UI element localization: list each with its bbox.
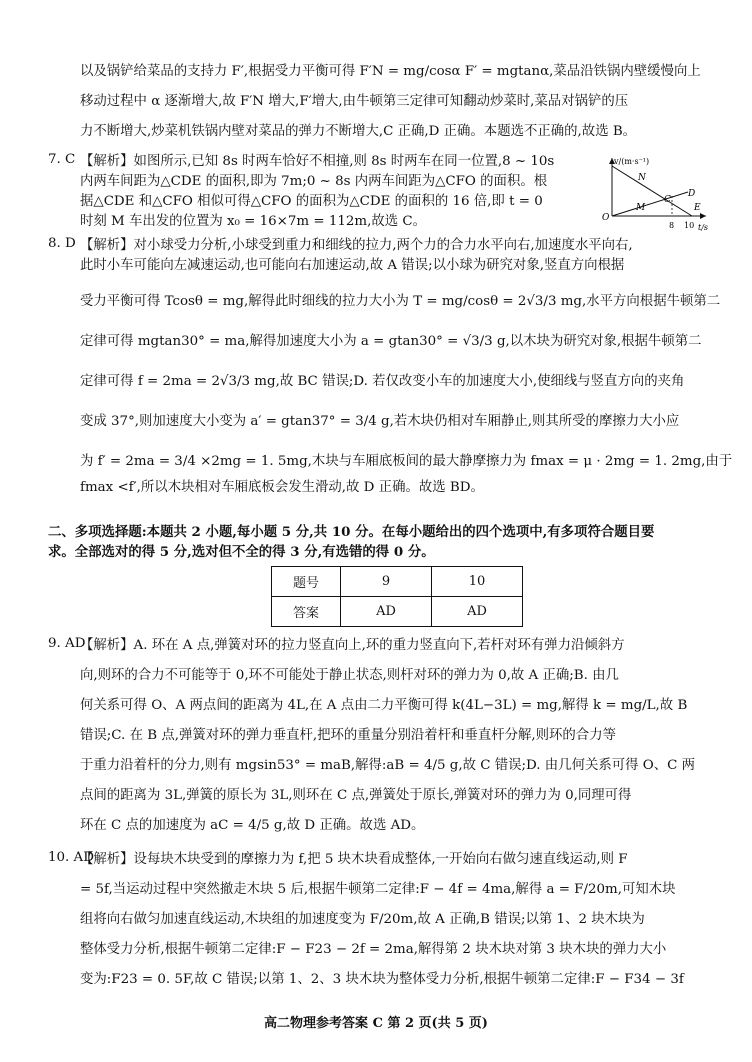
answer-9	[80, 636, 720, 836]
table-cell: 答案	[272, 597, 341, 627]
text-line: 点间的距离为 3L,弹簧的原长为 3L,则环在 C 点,弹簧处于原长,弹簧对环的弹力为 0,同理可得	[80, 788, 632, 803]
point-label-m: M	[636, 203, 646, 213]
text-line: 二、多项选择题:本题共 2 小题,每小题 5 分,共 10 分。在每小题给出的四个选项中,有多项符合题目要	[48, 524, 655, 540]
text-line: 【解析】设每块木块受到的摩擦力为 f,把 5 块木块看成整体,一开始向右做匀速直线运动,则 F	[80, 852, 628, 867]
page-footer: 高二物理参考答案 C 第 2 页(共 5 页)	[264, 1016, 488, 1031]
y-axis-label: v/(m·s⁻¹)	[614, 157, 650, 166]
text-line: 向,则环的合力不可能等于 0,环不可能处于静止状态,则杆对环的弹力为 0,故 A 正确;B. 由几	[80, 668, 619, 683]
line-m	[612, 192, 688, 216]
text-line: 【解析】对小球受力分析,小球受到重力和细线的拉力,两个力的合力水平向右,加速度水平向右,	[80, 238, 633, 253]
point-label-c: C	[664, 195, 671, 205]
table-cell: 10	[432, 567, 523, 597]
text-line: 【解析】如图所示,已知 8s 时两车恰好不相撞,则 8s 时两车在同一位置,8 ~ 10s	[80, 154, 555, 169]
answer-10	[80, 850, 720, 990]
text-line: 【解析】A. 环在 A 点,弹簧对环的拉力竖直向上,环的重力竖直向下,若杆对环有弹力沿倾斜方	[80, 638, 625, 653]
question-number-9: 9. AD	[48, 636, 86, 651]
table-cell: 题号	[272, 567, 341, 597]
origin-label: O	[602, 213, 610, 223]
text-line: 定律可得 mgtan30° = ma,解得加速度大小为 a = gtan30° = √3/3 g,以木块为研究对象,根据牛顿第二	[80, 334, 702, 349]
tick-label-8: 8	[669, 221, 675, 230]
text-line: 整体受力分析,根据牛顿第二定律:F − F23 − 2f = 2ma,解得第 2 块木块对第 3 块木块的弹力大小	[80, 942, 667, 957]
text-line: 何关系可得 O、A 两点间的距离为 4L,在 A 点由二力平衡可得 k(4L−3L) = mg,解得 k = mg/L,故 B	[80, 698, 688, 713]
question-number-8: 8. D	[48, 236, 76, 251]
point-label-e: E	[694, 203, 701, 213]
text-line: 以及锅铲给菜品的支持力 F′,根据受力平衡可得 F′N = mg/cosα F′ = mgtanα,菜品沿铁锅内壁缓慢向上	[80, 64, 701, 79]
text-line: = 5f,当运动过程中突然撤走木块 5 后,根据牛顿第二定律:F − 4f = 4ma,解得 a = F/20m,可知木块	[80, 882, 676, 897]
question-number-10: 10. AD	[48, 850, 94, 865]
point-label-n: N	[638, 173, 646, 183]
answer-table	[271, 566, 523, 627]
tick-label-10: 10	[684, 221, 695, 230]
answer-7	[80, 152, 600, 232]
table-row	[272, 597, 523, 627]
text-line: 组将向右做匀加速直线运动,木块组的加速度变为 F/20m,故 A 正确,B 错误;以第 1、2 块木块为	[80, 912, 645, 927]
text-line: 此时小车可能向左减速运动,也可能向右加速运动,故 A 错误;以小球为研究对象,竖直方向根据	[80, 258, 625, 273]
text-line: 内两车间距为△CDE 的面积,即为 7m;0 ~ 8s 内两车间距为△CFO 的面积。根	[80, 174, 548, 189]
x-axis-arrow	[700, 213, 706, 219]
text-line: fmax <f′,所以木块相对车厢底板会发生滑动,故 D 正确。故选 BD。	[80, 480, 484, 495]
text-line: 求。全部选对的得 5 分,选对但不全的得 3 分,有选错的得 0 分。	[48, 544, 435, 560]
table-cell: 9	[341, 567, 432, 597]
section-heading-multiple-choice	[48, 522, 720, 562]
text-line: 于重力沿着杆的分力,则有 mgsin53° = maB,解得:aB = 4/5 g,故 C 错误;D. 由几何关系可得 O、C 两	[80, 758, 696, 773]
text-line: 受力平衡可得 Tcosθ = mg,解得此时细线的拉力大小为 T = mg/cosθ = 2√3/3 mg,水平方向根据牛顿第二	[80, 294, 721, 309]
table-cell: AD	[432, 597, 523, 627]
x-axis-label: t/s	[698, 223, 709, 232]
text-line: 变成 37°,则加速度大小变为 a′ = gtan37° = 3/4 g,若木块仍相对车厢静止,则其所受的摩擦力大小应	[80, 414, 680, 429]
answer-8	[80, 236, 733, 498]
text-line: 为 f′ = 2ma = 3/4 ×2mg = 1. 5mg,木块与车厢底板间的最大静摩擦力为 fmax = μ · 2mg = 1. 2mg,由于	[80, 454, 733, 469]
text-line: 错误;C. 在 B 点,弹簧对环的弹力垂直杆,把环的重量分别沿着杆和垂直杆分解,则环的合力等	[80, 728, 616, 743]
velocity-time-graph	[596, 152, 712, 232]
text-line: 时刻 M 车出发的位置为 x₀ = 16×7m = 112m,故选 C。	[80, 214, 427, 229]
text-line: 定律可得 f = 2ma = 2√3/3 mg,故 BC 错误;D. 若仅改变小车的加速度大小,使细线与竖直方向的夹角	[80, 374, 685, 389]
table-cell: AD	[341, 597, 432, 627]
line-n	[612, 166, 692, 216]
question-number-7: 7. C	[48, 152, 76, 167]
text-line: 环在 C 点的加速度为 aC = 4/5 g,故 D 正确。故选 AD。	[80, 818, 425, 833]
text-line: 变为:F23 = 0. 5F,故 C 错误;以第 1、2、3 块木块为整体受力分析,根据牛顿第二定律:F − F34 − 3f	[80, 972, 684, 987]
paragraph-continuation	[80, 62, 720, 142]
table-row	[272, 567, 523, 597]
text-line: 据△CDE 和△CFO 相似可得△CFO 的面积为△CDE 的面积的 16 倍,即 t = 0	[80, 194, 543, 209]
text-line: 力不断增大,炒菜机铁锅内壁对菜品的弹力不断增大,C 正确,D 正确。本题选不正确的,故选 B。	[80, 124, 637, 139]
point-label-d: D	[688, 189, 696, 199]
text-line: 移动过程中 α 逐渐增大,故 F′N 增大,F′增大,由牛顿第三定律可知翻动炒菜时,菜品对锅铲的压	[80, 94, 629, 109]
